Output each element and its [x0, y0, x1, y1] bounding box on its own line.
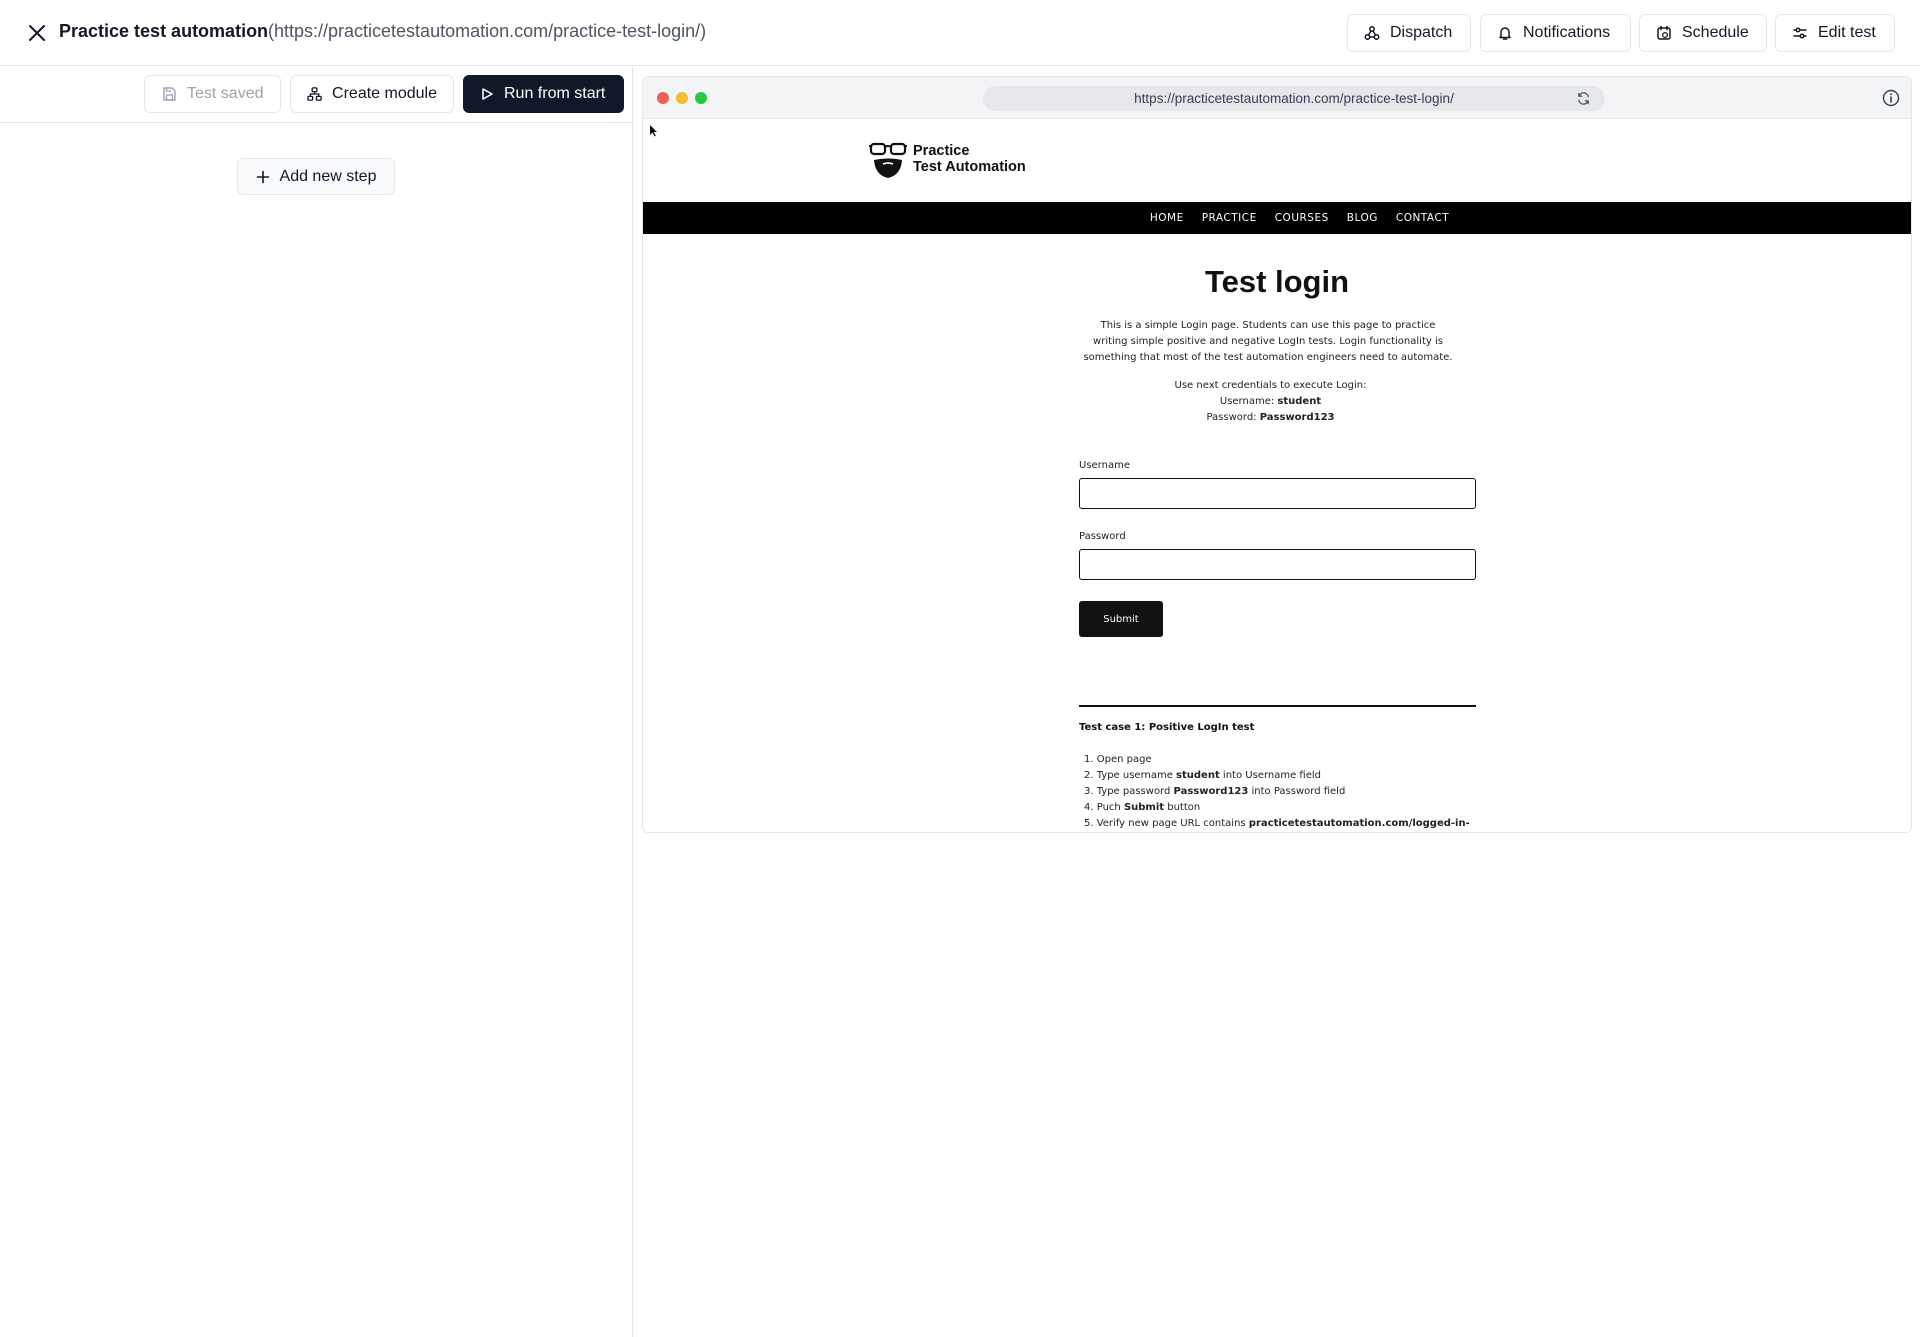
window-close-dot[interactable]	[657, 92, 669, 104]
credentials-password	[643, 410, 1898, 426]
glasses-beard-logo-icon	[869, 139, 907, 179]
schedule-button[interactable]	[1639, 14, 1767, 52]
window-maximize-dot[interactable]	[695, 92, 707, 104]
nav-contact[interactable]: CONTACT	[1395, 212, 1450, 224]
site-viewport	[643, 119, 1911, 833]
step-bold: practicetestautomation.com/logged-in-	[1248, 818, 1470, 829]
hierarchy-icon	[307, 86, 322, 102]
play-icon	[480, 87, 494, 101]
site-heading: Test login	[1204, 264, 1350, 299]
username-input[interactable]	[1079, 478, 1476, 509]
plus-icon	[256, 170, 270, 184]
step-bold: Password123	[1173, 786, 1249, 797]
sliders-icon	[1792, 25, 1808, 41]
info-icon[interactable]	[1882, 89, 1900, 107]
create-module-button[interactable]	[290, 75, 454, 113]
step-text: 5. Verify new page URL contains	[1084, 818, 1249, 829]
webhook-icon	[1364, 25, 1380, 41]
site-navbar	[643, 202, 1911, 234]
window-minimize-dot[interactable]	[676, 92, 688, 104]
steps-panel	[0, 67, 633, 1337]
step-text: button	[1164, 802, 1201, 813]
section-divider	[1079, 705, 1476, 707]
top-header	[0, 0, 1920, 66]
test-saved-button[interactable]	[144, 75, 281, 113]
list-item	[1084, 816, 1470, 832]
run-from-start-button[interactable]	[463, 75, 624, 113]
notifications-label: Notifications	[1523, 24, 1611, 41]
add-new-step-button[interactable]	[237, 158, 395, 195]
logo-line-2: Test Automation	[913, 159, 1026, 175]
submit-button[interactable]: Submit	[1079, 601, 1163, 637]
bell-icon	[1497, 25, 1513, 41]
browser-chrome	[643, 77, 1911, 119]
address-bar[interactable]	[983, 86, 1605, 111]
notifications-button[interactable]	[1480, 14, 1631, 52]
step-bold: Submit	[1123, 802, 1165, 813]
refresh-icon[interactable]	[1576, 91, 1591, 106]
password-input[interactable]	[1079, 549, 1476, 580]
logo-line-1: Practice	[913, 143, 970, 159]
mouse-cursor-icon	[650, 125, 658, 137]
step-text: 4. Puch	[1084, 802, 1124, 813]
step-text: 1. Open page	[1084, 754, 1152, 765]
step-text: 3. Type password	[1084, 786, 1174, 797]
list-item	[1084, 752, 1470, 768]
list-item	[1084, 800, 1470, 816]
close-icon[interactable]	[24, 20, 50, 46]
credentials-block	[643, 378, 1898, 426]
create-module-label: Create module	[332, 85, 437, 102]
step-text: 2. Type username	[1084, 770, 1177, 781]
step-bold: student	[1176, 770, 1220, 781]
credentials-intro: Use next credentials to execute Login:	[1174, 380, 1367, 391]
edit-test-button[interactable]	[1775, 14, 1895, 52]
browser-preview	[642, 76, 1912, 833]
nav-courses[interactable]: COURSES	[1274, 212, 1329, 224]
nav-blog[interactable]: BLOG	[1346, 212, 1378, 224]
edit-test-label: Edit test	[1818, 24, 1876, 41]
site-logo[interactable]	[869, 139, 1026, 179]
test-saved-label: Test saved	[187, 85, 264, 102]
site-intro-text: This is a simple Login page. Students can use this page to practice writing simple positive and negative LogIn tests. Login functionality is something that most of the test automation engineers need to automate.	[1083, 320, 1453, 363]
credentials-username	[643, 394, 1898, 410]
nav-practice[interactable]: PRACTICE	[1201, 212, 1257, 224]
page-url: (https://practicetestautomation.com/practice-test-login/)	[268, 21, 707, 41]
test-case-steps	[1084, 752, 1470, 832]
credentials-password-label: Password:	[1206, 412, 1257, 423]
credentials-username-label: Username:	[1219, 396, 1275, 407]
save-icon	[161, 86, 177, 102]
steps-toolbar	[0, 67, 633, 123]
test-case-title: Test case 1: Positive LogIn test	[1079, 722, 1255, 733]
address-text: https://practicetestautomation.com/practice-test-login/	[1134, 91, 1454, 106]
password-field-label: Password	[1079, 531, 1126, 542]
step-text: into Password field	[1248, 786, 1346, 797]
list-item	[1084, 768, 1470, 784]
schedule-label: Schedule	[1682, 24, 1749, 41]
credentials-password-value: Password123	[1259, 412, 1335, 423]
add-new-step-label: Add new step	[279, 167, 377, 185]
dispatch-button[interactable]	[1347, 14, 1471, 52]
username-field-label: Username	[1079, 460, 1130, 471]
credentials-username-value: student	[1277, 396, 1322, 407]
list-item	[1084, 784, 1470, 800]
dispatch-label: Dispatch	[1390, 24, 1453, 41]
page-title: Practice test automation	[59, 21, 269, 41]
run-from-start-label: Run from start	[504, 85, 606, 102]
step-text: into Username field	[1219, 770, 1321, 781]
calendar-clock-icon	[1656, 25, 1672, 41]
nav-home[interactable]: HOME	[1149, 212, 1184, 224]
